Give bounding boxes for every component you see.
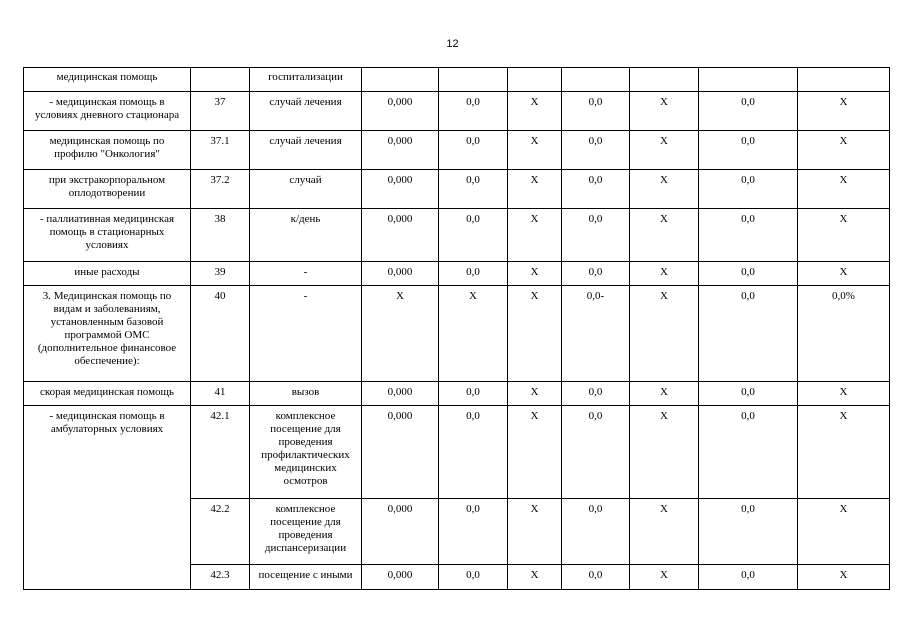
row-name-cell: - медицинская помощь в амбулаторных условиях — [24, 406, 191, 590]
value-cell: 0,0 — [439, 406, 508, 499]
table-row — [24, 131, 890, 170]
value-cell: 0,0 — [439, 262, 508, 286]
value-cell: 0,0 — [699, 131, 798, 170]
value-cell: X — [508, 131, 562, 170]
value-cell: 0,0- — [562, 286, 630, 382]
row-code-cell: 42.2 — [191, 499, 250, 565]
value-cell: 0,000 — [362, 170, 439, 209]
value-cell: 0,0 — [562, 499, 630, 565]
value-cell: X — [798, 499, 890, 565]
value-cell: X — [798, 92, 890, 131]
value-cell: 0,000 — [362, 565, 439, 590]
row-unit-cell: посещение с иными — [250, 565, 362, 590]
value-cell: 0,0 — [439, 499, 508, 565]
value-cell: 0,0 — [699, 92, 798, 131]
value-cell — [562, 68, 630, 92]
row-unit-cell: вызов — [250, 382, 362, 406]
value-cell: X — [798, 262, 890, 286]
value-cell: 0,000 — [362, 92, 439, 131]
row-unit-cell: случай лечения — [250, 131, 362, 170]
row-code-cell — [191, 68, 250, 92]
row-unit-cell: - — [250, 286, 362, 382]
row-name-cell: медицинская помощь по профилю "Онкология" — [24, 131, 191, 170]
row-unit-cell: к/день — [250, 209, 362, 262]
row-code-cell: 37.2 — [191, 170, 250, 209]
value-cell — [362, 68, 439, 92]
data-table — [23, 67, 890, 590]
table-row — [24, 406, 890, 499]
row-unit-cell: комплексное посещение для проведения профилактических медицинских осмотров — [250, 406, 362, 499]
table-row — [24, 170, 890, 209]
value-cell: X — [508, 565, 562, 590]
row-code-cell: 37 — [191, 92, 250, 131]
row-name-cell: 3. Медицинская помощь по видам и заболеваниям, установленным базовой программой ОМС (дополнительное финансовое обеспечение): — [24, 286, 191, 382]
value-cell: 0,0 — [562, 209, 630, 262]
value-cell: 0,0 — [699, 170, 798, 209]
value-cell: 0,0 — [439, 92, 508, 131]
value-cell: X — [798, 406, 890, 499]
value-cell: X — [630, 382, 699, 406]
row-unit-cell: случай — [250, 170, 362, 209]
row-name-cell: медицинская помощь — [24, 68, 191, 92]
value-cell: 0,0 — [439, 565, 508, 590]
value-cell: X — [630, 406, 699, 499]
value-cell: 0,0 — [562, 406, 630, 499]
value-cell: 0,0 — [562, 262, 630, 286]
value-cell: X — [508, 209, 562, 262]
value-cell: X — [630, 499, 699, 565]
value-cell: X — [630, 286, 699, 382]
value-cell — [798, 68, 890, 92]
value-cell: 0,0 — [699, 406, 798, 499]
row-name-cell: скорая медицинская помощь — [24, 382, 191, 406]
value-cell: 0,0 — [699, 565, 798, 590]
value-cell: 0,0 — [439, 382, 508, 406]
row-unit-cell: комплексное посещение для проведения диспансеризации — [250, 499, 362, 565]
row-unit-cell: госпитализации — [250, 68, 362, 92]
value-cell: X — [798, 170, 890, 209]
value-cell: 0,000 — [362, 262, 439, 286]
row-name-cell: - паллиативная медицинская помощь в стационарных условиях — [24, 209, 191, 262]
value-cell: X — [508, 262, 562, 286]
value-cell: X — [508, 382, 562, 406]
value-cell: 0,000 — [362, 209, 439, 262]
table-row — [24, 382, 890, 406]
value-cell — [699, 68, 798, 92]
table-row — [24, 209, 890, 262]
value-cell: 0,0 — [562, 131, 630, 170]
value-cell: 0,000 — [362, 382, 439, 406]
value-cell: 0,0 — [439, 209, 508, 262]
row-name-cell: - медицинская помощь в условиях дневного стационара — [24, 92, 191, 131]
value-cell: X — [630, 565, 699, 590]
row-code-cell: 42.3 — [191, 565, 250, 590]
value-cell — [439, 68, 508, 92]
value-cell: 0,000 — [362, 406, 439, 499]
row-name-cell: иные расходы — [24, 262, 191, 286]
value-cell: X — [630, 262, 699, 286]
value-cell: 0,0 — [699, 286, 798, 382]
page-number: 12 — [446, 38, 459, 50]
value-cell: X — [798, 131, 890, 170]
value-cell: 0,0 — [699, 499, 798, 565]
value-cell: X — [630, 170, 699, 209]
row-code-cell: 39 — [191, 262, 250, 286]
value-cell: X — [362, 286, 439, 382]
value-cell: X — [508, 286, 562, 382]
value-cell — [630, 68, 699, 92]
value-cell: X — [630, 209, 699, 262]
value-cell: 0,0 — [562, 170, 630, 209]
value-cell: 0,0 — [562, 565, 630, 590]
value-cell: 0,000 — [362, 499, 439, 565]
row-code-cell: 40 — [191, 286, 250, 382]
row-unit-cell: - — [250, 262, 362, 286]
value-cell: 0,0 — [699, 262, 798, 286]
value-cell: 0,0 — [439, 170, 508, 209]
value-cell: 0,0% — [798, 286, 890, 382]
table-row — [24, 286, 890, 382]
row-code-cell: 37.1 — [191, 131, 250, 170]
value-cell: 0,0 — [439, 131, 508, 170]
value-cell: 0,0 — [699, 209, 798, 262]
row-unit-cell: случай лечения — [250, 92, 362, 131]
value-cell: 0,000 — [362, 131, 439, 170]
value-cell: X — [630, 131, 699, 170]
row-name-cell: при экстракорпоральном оплодотворении — [24, 170, 191, 209]
value-cell: X — [508, 92, 562, 131]
value-cell: 0,0 — [562, 92, 630, 131]
value-cell: X — [798, 565, 890, 590]
row-code-cell: 42.1 — [191, 406, 250, 499]
value-cell: X — [508, 499, 562, 565]
value-cell — [508, 68, 562, 92]
value-cell: X — [508, 170, 562, 209]
value-cell: X — [508, 406, 562, 499]
table-row — [24, 92, 890, 131]
value-cell: X — [439, 286, 508, 382]
value-cell: 0,0 — [562, 382, 630, 406]
value-cell: X — [798, 209, 890, 262]
row-code-cell: 38 — [191, 209, 250, 262]
table-row — [24, 262, 890, 286]
value-cell: X — [798, 382, 890, 406]
row-code-cell: 41 — [191, 382, 250, 406]
table-row — [24, 68, 890, 92]
value-cell: 0,0 — [699, 382, 798, 406]
value-cell: X — [630, 92, 699, 131]
